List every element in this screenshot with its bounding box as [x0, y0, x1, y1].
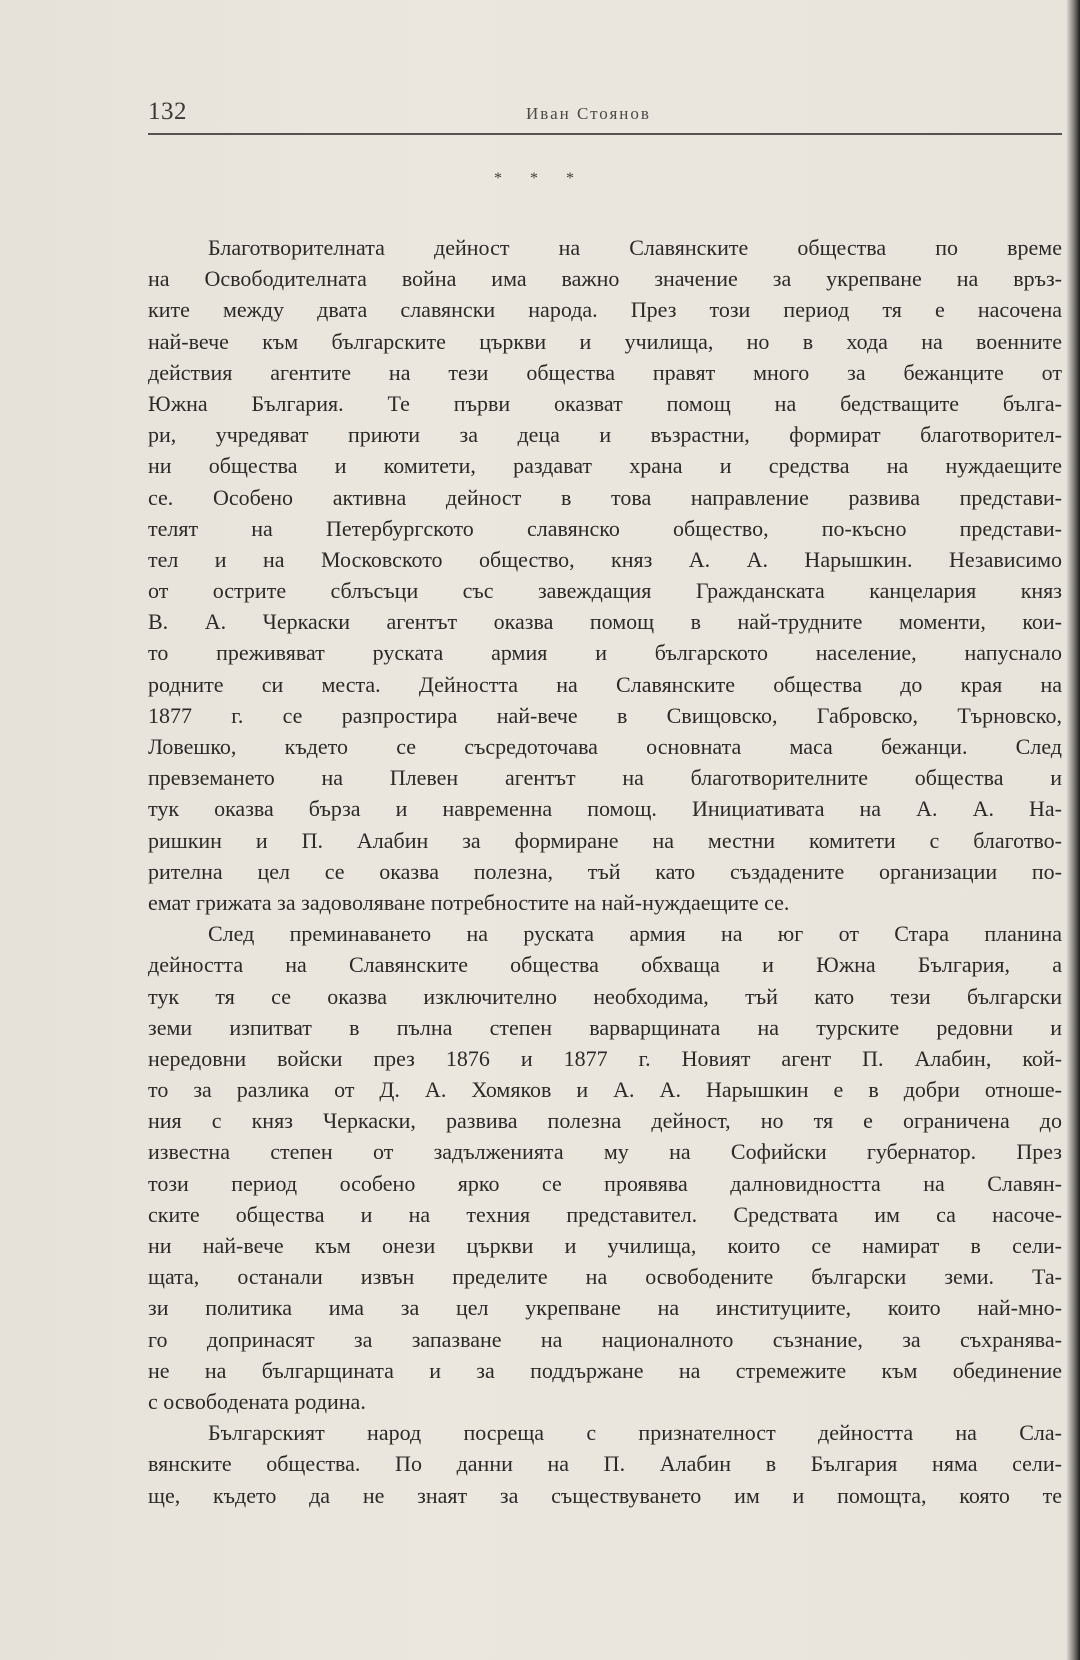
text-line: то преживяват руската армия и българското население, напуснало — [148, 640, 1062, 666]
text-line: След преминаването на руската армия на юг от Стара планина — [208, 921, 1062, 947]
text-line: ките между двата славянски народа. През този период тя е насочена — [148, 297, 1062, 323]
running-head-author: Иван Стоянов — [526, 104, 651, 123]
page-edge-shadow — [1066, 0, 1080, 1660]
text-line: действия агентите на тези общества правят много за бежанците от — [148, 359, 1062, 385]
text-line: емат грижата за задоволяване потребностите на най-нуждаещите се. — [148, 889, 790, 915]
text-line: зи политика има за цел укрепване на институциите, които най-мно- — [148, 1295, 1062, 1321]
text-line: ришкин и П. Алабин за формиране на местни комитети с благотво- — [148, 827, 1062, 853]
section-ornament: * * * — [494, 170, 586, 187]
page-header — [148, 98, 1062, 132]
text-line: земи изпитват в пълна степен варварщината на турските редовни и — [148, 1014, 1062, 1040]
text-line: не на българщината и за поддържане на стремежите към обединение — [148, 1357, 1062, 1383]
text-line: рителна цел се оказва полезна, тъй като създадените организации по- — [148, 858, 1062, 884]
text-line: родните си места. Дейността на Славянските общества до края на — [148, 671, 1062, 697]
text-line: този период особено ярко се проявява далновидността на Славян- — [148, 1170, 1062, 1196]
text-line: Южна България. Те първи оказват помощ на бедстващите бълга- — [148, 390, 1062, 416]
text-line: В. А. Черкаски агентът оказва помощ в най-трудните моменти, кои- — [148, 609, 1062, 635]
text-line: ските общества и на техния представител. Средствата им са насоче- — [148, 1201, 1062, 1227]
body-text — [148, 232, 1062, 1511]
page-number: 132 — [148, 98, 187, 125]
text-line: ни общества и комитети, раздават храна и средства на нуждаещите — [148, 453, 1062, 479]
text-line: ния с княз Черкаски, развива полезна дейност, но тя е ограничена до — [148, 1108, 1062, 1134]
text-line: на Освободителната война има важно значение за укрепване на връз- — [148, 266, 1062, 292]
text-line: Ловешко, където се съсредоточава основната маса бежанци. След — [148, 734, 1062, 759]
text-line: ни най-вече към онези църкви и училища, които се намират в сели- — [148, 1233, 1062, 1258]
text-line: най-вече към българските църкви и училища, но в хода на военните — [148, 328, 1062, 354]
text-line: с освободената родина. — [148, 1388, 366, 1414]
text-line: телят на Петербургското славянско общество, по-късно представи- — [148, 515, 1062, 541]
text-line: превземането на Плевен агентът на благотворителните общества и — [148, 765, 1062, 791]
text-line: то за разлика от Д. А. Хомяков и А. А. Нарышкин е в добри отноше- — [148, 1077, 1062, 1103]
header-rule — [148, 133, 1062, 135]
text-line: го допринасят за запазване на националното съзнание, за съхранява- — [148, 1326, 1062, 1352]
text-line: 1877 г. се разпростира най-вече в Свищовско, Габровско, Търновско, — [148, 702, 1062, 728]
text-line: Българският народ посреща с признателност дейността на Сла- — [208, 1420, 1062, 1446]
text-line: тук тя се оказва изключително необходима, тъй като тези български — [148, 983, 1062, 1009]
text-line: щата, останали извън пределите на освободените български земи. Та- — [148, 1264, 1062, 1290]
text-line: дейността на Славянските общества обхваща и Южна България, а — [148, 952, 1062, 978]
text-line: Благотворителната дейност на Славянските общества по време — [208, 235, 1062, 260]
text-line: тел и на Московското общество, княз А. А. Нарышкин. Независимо — [148, 546, 1062, 572]
text-line: тук оказва бърза и навременна помощ. Инициативата на А. А. На- — [148, 796, 1062, 822]
text-line: ри, учредяват приюти за деца и възрастни, формират благотворител- — [148, 422, 1062, 448]
text-line: се. Особено активна дейност в това направление развива представи- — [148, 484, 1062, 510]
text-line: от острите сблъсъци със завеждащия Гражданската канцелария княз — [148, 578, 1062, 604]
text-line: ще, където да не знаят за съществуването им и помощта, която те — [148, 1482, 1062, 1508]
text-line: вянските общества. По данни на П. Алабин в България няма сели- — [148, 1451, 1062, 1477]
text-line: нередовни войски през 1876 и 1877 г. Новият агент П. Алабин, кой- — [148, 1045, 1062, 1071]
text-line: известна степен от задълженията му на Софийски губернатор. През — [148, 1139, 1062, 1165]
